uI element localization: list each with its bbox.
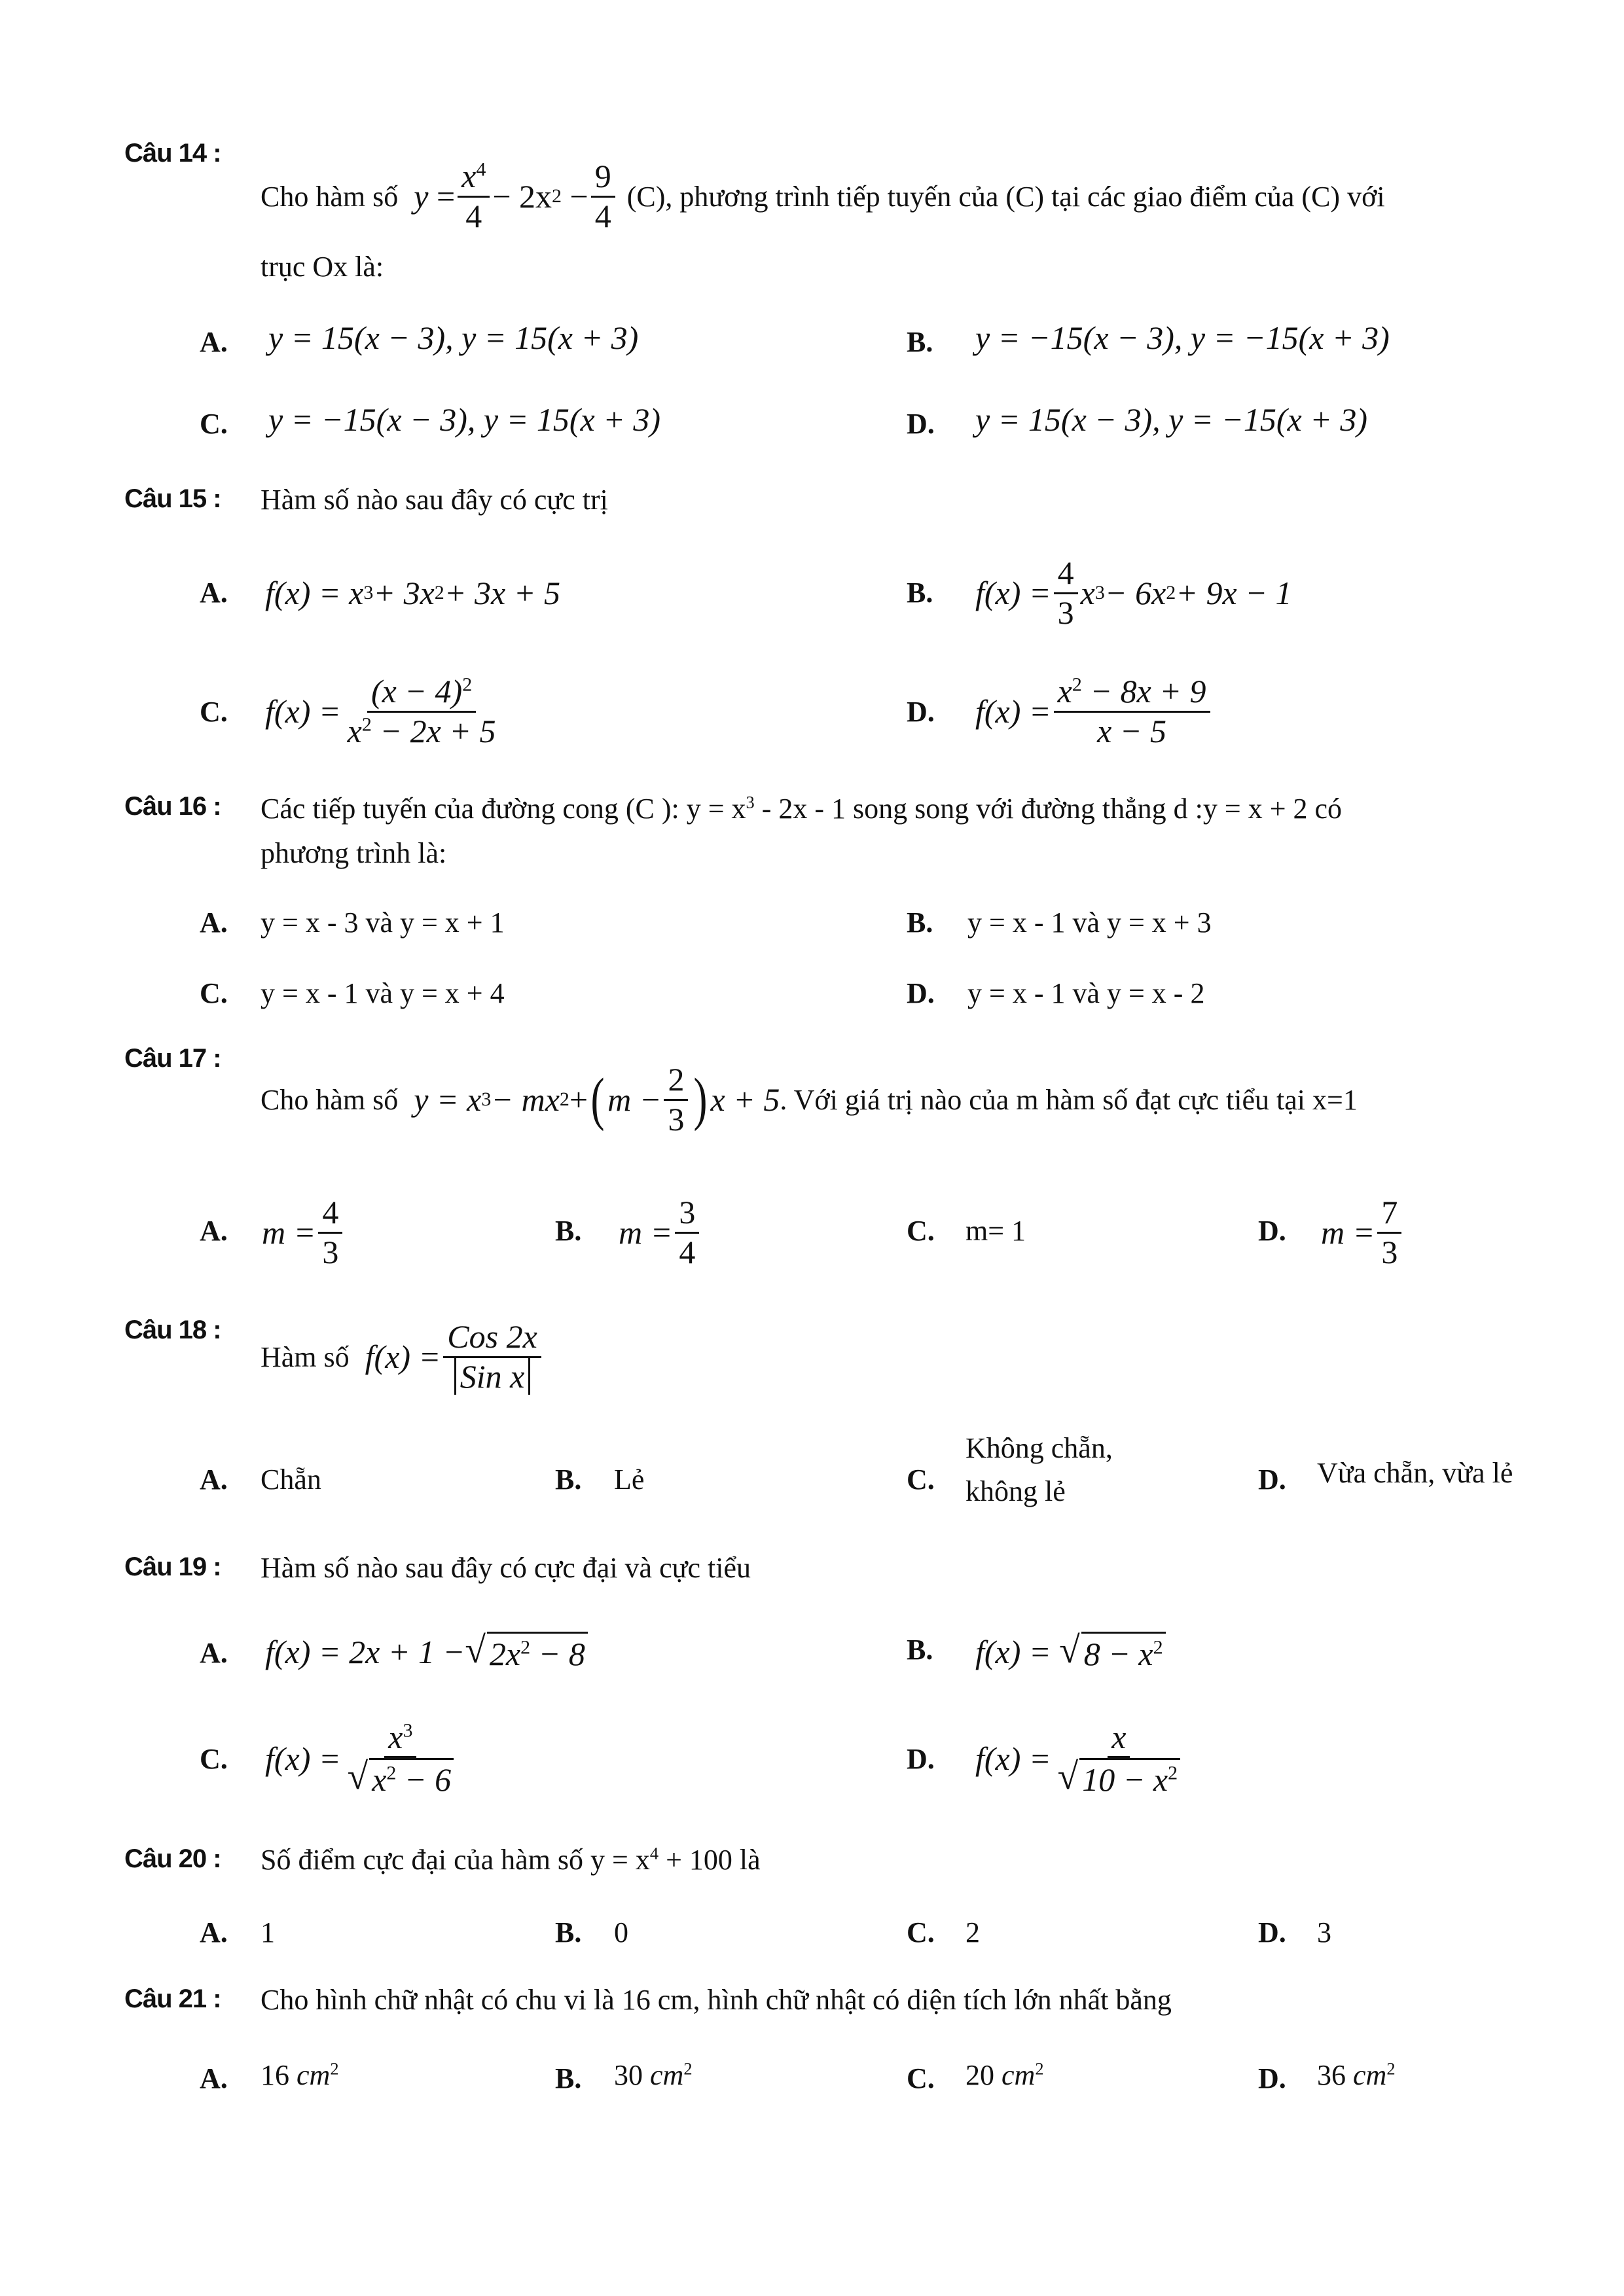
q15c-den-rest: − 2x + 5 [371,712,496,749]
q20-option-d[interactable]: 3 [1317,1916,1331,1948]
right-paren: ) [693,1067,708,1132]
q14-option-b[interactable]: y = −15(x − 3), y = −15(x + 3) [975,319,1390,356]
q18-option-b[interactable]: Lẻ [614,1463,645,1496]
question-14-stem [261,147,1385,245]
q15-option-a[interactable]: f(x) = x 3 + 3x 2 + 3x + 5 [265,575,560,611]
q19-option-d[interactable] [975,1710,1187,1808]
q18-fraction [443,1318,541,1395]
q17-num: 2 [664,1061,688,1101]
q18c-line2: không lẻ [965,1475,1066,1507]
q17a-fraction [318,1194,342,1271]
q19-option-d-letter[interactable]: D. [907,1743,935,1775]
question-14-intro: Cho hàm số [261,180,399,213]
q15b-fraction [1054,554,1078,632]
q19b-pre: f(x) = [975,1634,1051,1670]
q16-option-b-letter[interactable]: B. [907,906,933,939]
q15b-f: f(x) = [975,575,1051,611]
question-16-text-line2: phương trình là: [261,837,447,869]
question-21-label: Câu 21 : [124,1984,221,2013]
q15-option-d-letter[interactable]: D. [907,696,935,728]
question-17-label: Câu 17 : [124,1044,221,1073]
q17a-den: 3 [322,1233,339,1270]
q21d-exp: 2 [1386,2058,1396,2079]
q19-option-a-letter[interactable]: A. [200,1637,228,1669]
q15-option-d[interactable] [975,662,1213,761]
question-19-label: Câu 19 : [124,1552,221,1581]
q15d-num: x [1057,673,1072,709]
q16-text-b: - 2x - 1 song song với đường thẳng d :y = x + 2 có [754,793,1343,825]
q14-option-d-letter[interactable]: D. [907,408,935,440]
q16-option-d[interactable]: y = x - 1 và y = x - 2 [967,977,1205,1009]
q19b-sqrt: √ $8 - x^2$ [1059,1632,1166,1673]
q18-intro: Hàm số [261,1340,350,1373]
q16-option-c-letter[interactable]: C. [200,977,228,1009]
q15c-den: x [347,712,362,749]
q20-option-d-letter[interactable]: D. [1258,1916,1286,1948]
q15a-f: f(x) = x [265,575,364,611]
q19a-rad-e: 2 [520,1636,531,1658]
frac-num-exp: 4 [476,158,486,181]
q17-option-d[interactable] [1321,1183,1404,1282]
q19b-rad-a: 8 − x [1083,1635,1153,1672]
q21b-exp: 2 [683,2058,693,2079]
q20-option-a[interactable]: 1 [261,1916,275,1948]
math-eq: = [436,178,456,215]
q18-num: Cos 2x [447,1318,537,1355]
q21-option-c-letter[interactable]: C. [907,2062,935,2094]
q16-exp: 3 [746,792,755,812]
q19c-pre: f(x) = [265,1740,341,1777]
q15-option-a-letter[interactable]: A. [200,577,228,609]
q17-option-b[interactable] [619,1183,702,1282]
question-17-function: y = x 3 − mx 2 + ( m − $\frac{2}{3}$ ) x + 5 [414,1061,780,1138]
q19-option-c-letter[interactable]: C. [200,1743,228,1775]
q19d-pre: f(x) = [975,1740,1051,1777]
q16-text-a: Các tiếp tuyến của đường cong (C ): y = x [261,793,746,825]
q17-option-b-letter[interactable]: B. [555,1215,582,1247]
q19c-num-exp: 3 [403,1719,413,1741]
q18-option-c-letter[interactable]: C. [907,1463,935,1496]
q19a-sqrt: √ $2x^2 - 8$ [465,1632,588,1673]
q21c-exp: 2 [1035,2058,1044,2079]
q21-option-b-letter[interactable]: B. [555,2062,582,2094]
q14-option-c[interactable]: y = −15(x − 3), y = 15(x + 3) [268,401,661,438]
q19a-pre: f(x) = 2x + 1 − [265,1634,465,1670]
q18-option-b-letter[interactable]: B. [555,1463,582,1496]
q19a-rad-a: 2x [489,1635,521,1672]
q19-option-b[interactable] [975,1626,1166,1678]
frac-den: 4 [465,197,482,234]
q15a-t1: + 3x [373,575,435,611]
q21-option-b[interactable] [614,2058,693,2092]
question-16-label: Câu 16 : [124,792,221,821]
q15d-f: f(x) = [975,693,1051,730]
q15c-num-exp: 2 [462,673,473,696]
q20-option-c[interactable]: 2 [965,1916,980,1948]
fraction-9-over-4 [591,158,615,235]
question-17-stem [261,1047,1358,1152]
math-minus: − [569,178,588,215]
q17-option-c-letter[interactable]: C. [907,1215,935,1247]
q17d-num: 7 [1377,1194,1401,1234]
q17-option-d-letter[interactable]: D. [1258,1215,1286,1247]
q21-option-d-letter[interactable]: D. [1258,2062,1286,2094]
q19-option-c[interactable] [265,1710,460,1808]
q19c-rad-b: − 6 [396,1761,452,1798]
q17-d: m − [607,1081,662,1118]
q19c-fraction [344,1719,458,1799]
question-14-label: Câu 14 : [124,139,221,168]
math-y: y [414,178,429,215]
q18-abs-value [454,1358,531,1395]
q17d-fraction [1377,1194,1401,1271]
question-14-function: y = $\frac{x^4}{4}$ − 2x 2 − $\frac{9}{4}$ [414,158,618,235]
q21-option-c[interactable] [965,2058,1044,2092]
q19a-rad-b: − 8 [530,1635,585,1672]
q17b-pre: m = [619,1214,673,1251]
q17d-den: 3 [1381,1233,1398,1270]
q21a-unit: cm [297,2059,331,2091]
q15d-num-rest: − 8x + 9 [1081,673,1206,709]
q21d-unit: cm [1353,2059,1387,2091]
q21b-value: 30 [614,2059,643,2091]
q19d-rad-a: 10 − x [1082,1761,1168,1798]
q17a-pre: m = [262,1214,316,1251]
q18-option-d-letter[interactable]: D. [1258,1463,1286,1496]
question-15-text: Hàm số nào sau đây có cực trị [261,484,608,516]
q14-option-d[interactable]: y = 15(x − 3), y = −15(x + 3) [975,401,1368,438]
q19c-sqrt: √ $x^2 - 6$ [348,1758,454,1799]
q19d-sqrt: √ $10 - x^2$ [1058,1758,1181,1799]
q21-option-a-letter[interactable]: A. [200,2062,228,2094]
q18-option-d[interactable]: Vừa chẵn, vừa lẻ [1317,1457,1513,1489]
q20-text-b: + 100 là [659,1844,761,1876]
q17-c: + [569,1081,588,1118]
q15b-den: 3 [1057,594,1074,631]
q14-option-c-letter[interactable]: C. [200,408,228,440]
q15d-fraction [1054,673,1210,750]
q19c-rad-e: 2 [386,1762,397,1784]
question-18-function [365,1318,544,1395]
question-18-label: Câu 18 : [124,1316,221,1344]
q16-option-a[interactable]: y = x - 3 và y = x + 1 [261,906,505,939]
q16-option-d-letter[interactable]: D. [907,977,935,1009]
q15-option-c[interactable] [265,662,503,761]
q15c-den-exp: 2 [361,713,372,735]
q20-text-a: Số điểm cực đại của hàm số y = x [261,1844,650,1876]
q21a-exp: 2 [330,2058,339,2079]
q15-option-b-letter[interactable]: B. [907,577,933,609]
question-20-label: Câu 20 : [124,1844,221,1873]
q17-option-c[interactable]: m= 1 [965,1215,1026,1247]
q17-b: − mx [491,1081,560,1118]
q19c-rad-a: x [372,1761,387,1798]
q14-option-a[interactable]: y = 15(x − 3), y = 15(x + 3) [268,319,639,356]
q19c-num: x [388,1718,403,1755]
question-14-text-line2: trục Ox là: [261,251,384,283]
q15d-den: x − 5 [1097,712,1167,749]
q15d-num-exp: 2 [1072,673,1082,696]
q16-option-c[interactable]: y = x - 1 và y = x + 4 [261,977,505,1009]
q17-intro: Cho hàm số [261,1083,399,1116]
q15-option-b[interactable]: f(x) = $\frac{4}{3}$ x 3 − 6x 2 + 9x − 1 [975,554,1292,631]
q17-option-a[interactable] [262,1183,345,1282]
question-21-text: Cho hình chữ nhật có chu vi là 16 cm, hình chữ nhật có diện tích lớn nhất bằng [261,1984,1172,2016]
q18-option-a-letter[interactable]: A. [200,1463,228,1496]
q17b-num: 3 [675,1194,699,1234]
q17a-num: 4 [318,1194,342,1234]
q15b-t0: x [1080,575,1095,611]
q21b-unit: cm [650,2059,684,2091]
frac2-den: 4 [594,197,611,234]
question-15-label: Câu 15 : [124,484,221,513]
q17-a: y = x [414,1081,482,1118]
q21c-value: 20 [965,2059,994,2091]
q21-option-a[interactable] [261,2058,339,2092]
q16-option-b[interactable]: y = x - 1 và y = x + 3 [967,906,1212,939]
q21a-value: 16 [261,2059,289,2091]
q21c-unit: cm [1001,2059,1036,2091]
question-19-text: Hàm số nào sau đây có cực đại và cực tiểu [261,1552,751,1584]
question-20-text [261,1843,761,1876]
q17d-pre: m = [1321,1214,1375,1251]
question-14-text-after: (C), phương trình tiếp tuyến của (C) tại các giao điểm của (C) với [626,180,1385,213]
question-18-stem [261,1308,544,1406]
q19b-rad-e: 2 [1153,1636,1163,1658]
q19d-rad-e: 2 [1168,1762,1178,1784]
q19-option-a[interactable] [265,1626,588,1678]
q18-den: Sin x [460,1357,525,1395]
q19d-fraction [1054,1719,1185,1799]
q19-option-b-letter[interactable]: B. [907,1634,933,1666]
q18-f: f(x) = [365,1338,441,1375]
q20-option-c-letter[interactable]: C. [907,1916,935,1948]
math-mid: − 2x [492,178,552,215]
q17-text-after: . Với giá trị nào của m hàm số đạt cực tiểu tại x=1 [780,1083,1358,1116]
q15b-t2: + 9x − 1 [1176,575,1292,611]
q15c-num: (x − 4) [370,673,463,709]
q15-option-c-letter[interactable]: C. [200,696,228,728]
q21d-value: 36 [1317,2059,1346,2091]
q17-option-a-letter[interactable]: A. [200,1215,228,1247]
q17b-fraction [675,1194,699,1271]
q15c-fraction [344,673,500,750]
q14-option-a-letter[interactable]: A. [200,326,228,358]
q16-option-a-letter[interactable]: A. [200,906,228,939]
q15a-t2: + 3x + 5 [444,575,560,611]
q17-fraction [664,1061,688,1138]
fraction-x4-over-4 [458,158,490,235]
q15b-t1: − 6x [1104,575,1166,611]
q15c-f: f(x) = [265,693,341,730]
question-16-text [261,792,1342,825]
q21-option-d[interactable] [1317,2058,1396,2092]
q14-option-b-letter[interactable]: B. [907,326,933,358]
frac2-num: 9 [591,158,615,198]
q18-option-a[interactable]: Chẵn [261,1463,321,1496]
q19d-num: x [1111,1718,1127,1755]
q17-e: x + 5 [710,1081,780,1118]
frac-num: x [461,158,477,194]
q18-option-c[interactable] [965,1427,1113,1513]
q20-option-b[interactable]: 0 [614,1916,628,1948]
q20-option-b-letter[interactable]: B. [555,1916,582,1948]
q20-option-a-letter[interactable]: A. [200,1916,228,1948]
q20-exp: 4 [649,1843,659,1863]
left-paren: ( [590,1067,605,1132]
q18c-line1: Không chẵn, [965,1432,1113,1464]
q17-den: 3 [668,1100,685,1138]
q17b-den: 4 [679,1233,696,1270]
q15b-num: 4 [1054,554,1078,594]
